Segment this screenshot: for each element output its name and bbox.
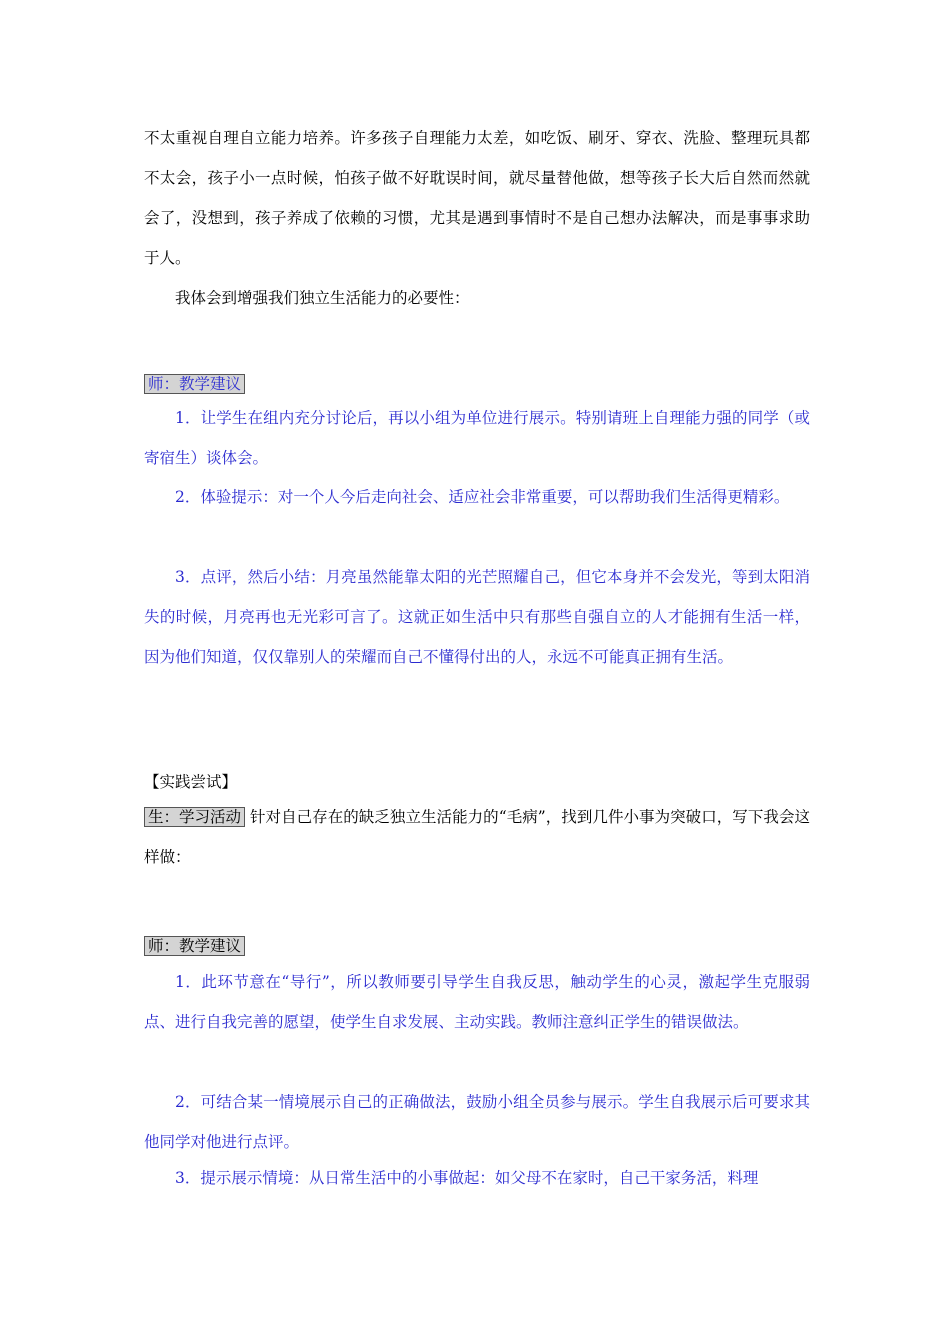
suggestion-item-1: 1．让学生在组内充分讨论后，再以小组为单位进行展示。特别请班上自理能力强的同学（或寄宿生）谈体会。 <box>144 409 810 467</box>
teacher-suggestion-header-1 <box>144 372 245 396</box>
suggestion-item-2: 2．体验提示：对一个人今后走向社会、适应社会非常重要，可以帮助我们生活得更精彩。 <box>175 488 790 506</box>
suggestion-item-1: 1．此环节意在“导行”，所以教师要引导学生自我反思，触动学生的心灵，激起学生克服弱点、进行自我完善的愿望，使学生自求发展、主动实践。教师注意纠正学生的错误做法。 <box>144 973 810 1031</box>
suggestion-item-3: 3．提示展示情境：从日常生活中的小事做起：如父母不在家时，自己干家务活，料理 <box>175 1169 759 1187</box>
teacher-suggestion-header-2 <box>144 934 245 958</box>
intro-paragraph: 不太重视自理自立能力培养。许多孩子自理能力太差，如吃饭、刷牙、穿衣、洗脸、整理玩具都不太会，孩子小一点时候，怕孩子做不好耽误时间，就尽量替他做，想等孩子长大后自然而然就会了，没想到，孩子养成了依赖的习惯，尤其是遇到事情时不是自己想办法解决，而是事事求助于人。 <box>144 129 810 267</box>
reflection-prompt: 我体会到增强我们独立生活能力的必要性： <box>175 289 470 307</box>
practice-heading: 【实践尝试】 <box>144 773 238 791</box>
teacher-suggestion-label: 师：教学建议 <box>144 374 245 394</box>
suggestion-item-3: 3．点评，然后小结：月亮虽然能靠太阳的光芒照耀自己，但它本身并不会发光，等到太阳消失的时候，月亮再也无光彩可言了。这就正如生活中只有那些自强自立的人才能拥有生活一样，因为他们知道，仅仅靠别人的荣耀而自己不懂得付出的人，永远不可能真正拥有生活。 <box>144 568 810 666</box>
practice-activity <box>144 797 810 877</box>
student-activity-label: 生：学习活动 <box>144 807 245 827</box>
practice-activity-text: 针对自己存在的缺乏独立生活能力的“毛病”，找到几件小事为突破口，写下我会这样做： <box>144 808 810 866</box>
suggestion-item-2: 2．可结合某一情境展示自己的正确做法，鼓励小组全员参与展示。学生自我展示后可要求其他同学对他进行点评。 <box>144 1093 810 1151</box>
teacher-suggestion-label: 师：教学建议 <box>144 936 245 956</box>
